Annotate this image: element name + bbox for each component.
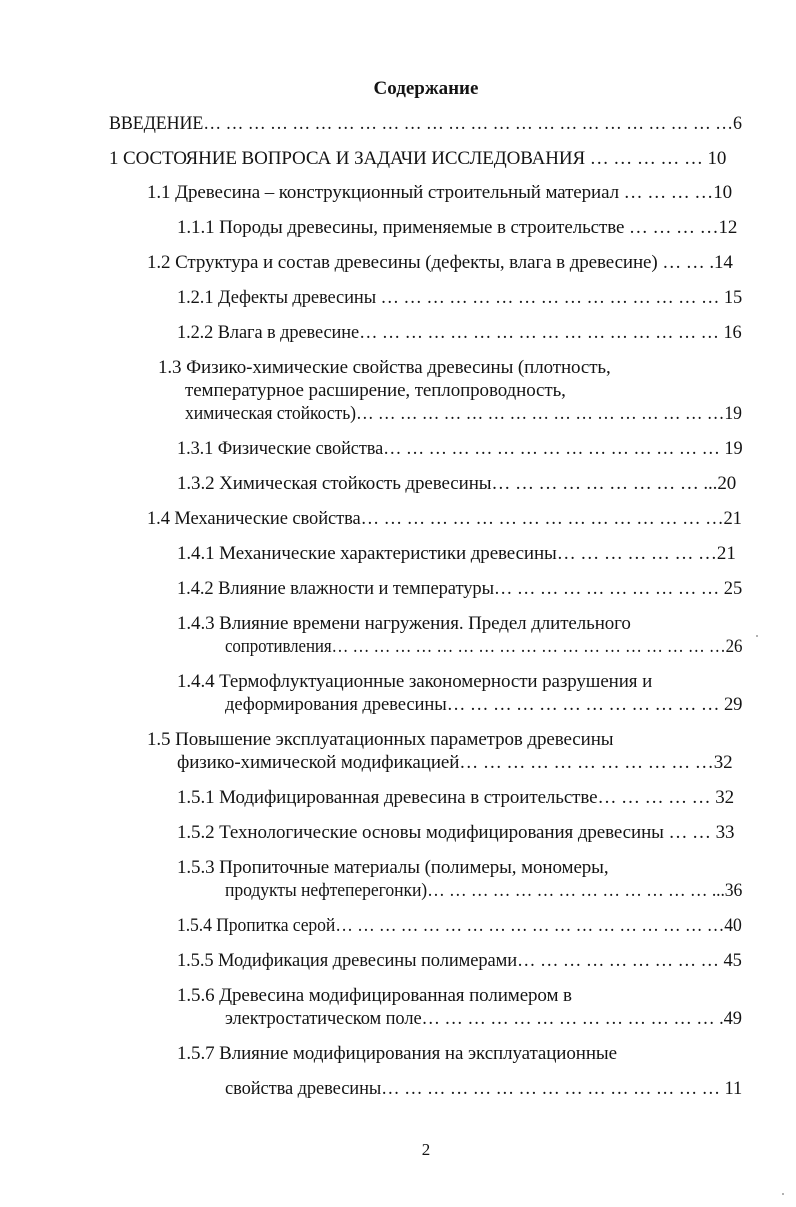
toc-entry-1-5-line2: физико-химической модификацией… … … … … … … … … … …32: [177, 752, 733, 773]
toc-entry-1-1: 1.1 Древесина – конструкционный строительный материал … … … …10: [147, 182, 732, 203]
toc-entry-1-3-2: 1.3.2 Химическая стойкость древесины… … … … … … … … … ...20: [177, 473, 737, 494]
toc-entry-1-2-2: 1.2.2 Влага в древесине… … … … … … … … … … … … … … … … 16: [177, 322, 742, 343]
toc-entry-1-1-1: 1.1.1 Породы древесины, применяемые в строительстве … … … …12: [177, 217, 738, 238]
toc-entry-1-4: 1.4 Механические свойства… … … … … … … … … … … … … … … …21: [147, 508, 742, 529]
toc-entry-1-4-4-line1: 1.4.4 Термофлуктуационные закономерности разрушения и: [177, 671, 653, 692]
toc-entry-1-3-line1: 1.3 Физико-химические свойства древесины (плотность,: [158, 357, 611, 378]
toc-entry-1-5-4: 1.5.4 Пропитка серой… … … … … … … … … … … … … … … … … …40: [177, 915, 742, 936]
toc-title: Содержание: [373, 78, 479, 99]
toc-entry-introduction: ВВЕДЕНИЕ… … … … … … … … … … … … … … … … … … … … … … … …6: [109, 113, 742, 134]
toc-entry-1-2-1: 1.2.1 Дефекты древесины … … … … … … … … … … … … … … … 15: [177, 287, 743, 308]
toc-entry-1-5-7-line2: свойства древесины… … … … … … … … … … … … … … … 11: [225, 1078, 743, 1099]
toc-entry-1-5-6-line2: электростатическом поле… … … … … … … … … … … … … .49: [225, 1008, 742, 1029]
toc-entry-1-4-2: 1.4.2 Влияние влажности и температуры… … … … … … … … … … 25: [177, 578, 743, 599]
scan-speck: [782, 1193, 784, 1195]
page-number: 2: [421, 1140, 431, 1159]
toc-entry-1-5-1: 1.5.1 Модифицированная древесина в строительстве… … … … … 32: [177, 787, 735, 808]
toc-entry-1-3-line3: химическая стойкость)… … … … … … … … … … … … … … … … …19: [185, 403, 742, 424]
toc-entry-1-5-6-line1: 1.5.6 Древесина модифицированная полимером в: [177, 985, 572, 1006]
toc-entry-1-2: 1.2 Структура и состав древесины (дефекты, влага в древесине) … … .14: [147, 252, 733, 273]
toc-entry-1-4-4-line2: деформирования древесины… … … … … … … … … … … … 29: [225, 694, 743, 715]
toc-entry-1-3-1: 1.3.1 Физические свойства… … … … … … … … … … … … … … … 19: [177, 438, 743, 459]
toc-entry-1-4-3-line2: сопротивления… … … … … … … … … … … … … … … … … … …26: [225, 636, 743, 657]
toc-entry-1-4-3-line1: 1.4.3 Влияние времени нагружения. Предел длительного: [177, 613, 631, 634]
toc-entry-1: 1 СОСТОЯНИЕ ВОПРОСА И ЗАДАЧИ ИССЛЕДОВАНИЯ … … … … … 10: [109, 148, 727, 169]
toc-entry-1-5-3-line1: 1.5.3 Пропиточные материалы (полимеры, мономеры,: [177, 857, 609, 878]
toc-entry-1-5-line1: 1.5 Повышение эксплуатационных параметров древесины: [147, 729, 614, 750]
toc-entry-1-5-5: 1.5.5 Модификация древесины полимерами… … … … … … … … … 45: [177, 950, 742, 971]
toc-entry-1-5-3-line2: продукты нефтеперегонки)… … … … … … … … … … … … … ...36: [225, 880, 743, 901]
toc-entry-1-5-7-line1: 1.5.7 Влияние модифицирования на эксплуатационные: [177, 1043, 617, 1064]
toc-entry-1-5-2: 1.5.2 Технологические основы модифицирования древесины … … 33: [177, 822, 735, 843]
toc-entry-1-4-1: 1.4.1 Механические характеристики древесины… … … … … … …21: [177, 543, 736, 564]
toc-entry-1-3-line2: температурное расширение, теплопроводность,: [185, 380, 566, 401]
scan-speck: [756, 635, 758, 637]
